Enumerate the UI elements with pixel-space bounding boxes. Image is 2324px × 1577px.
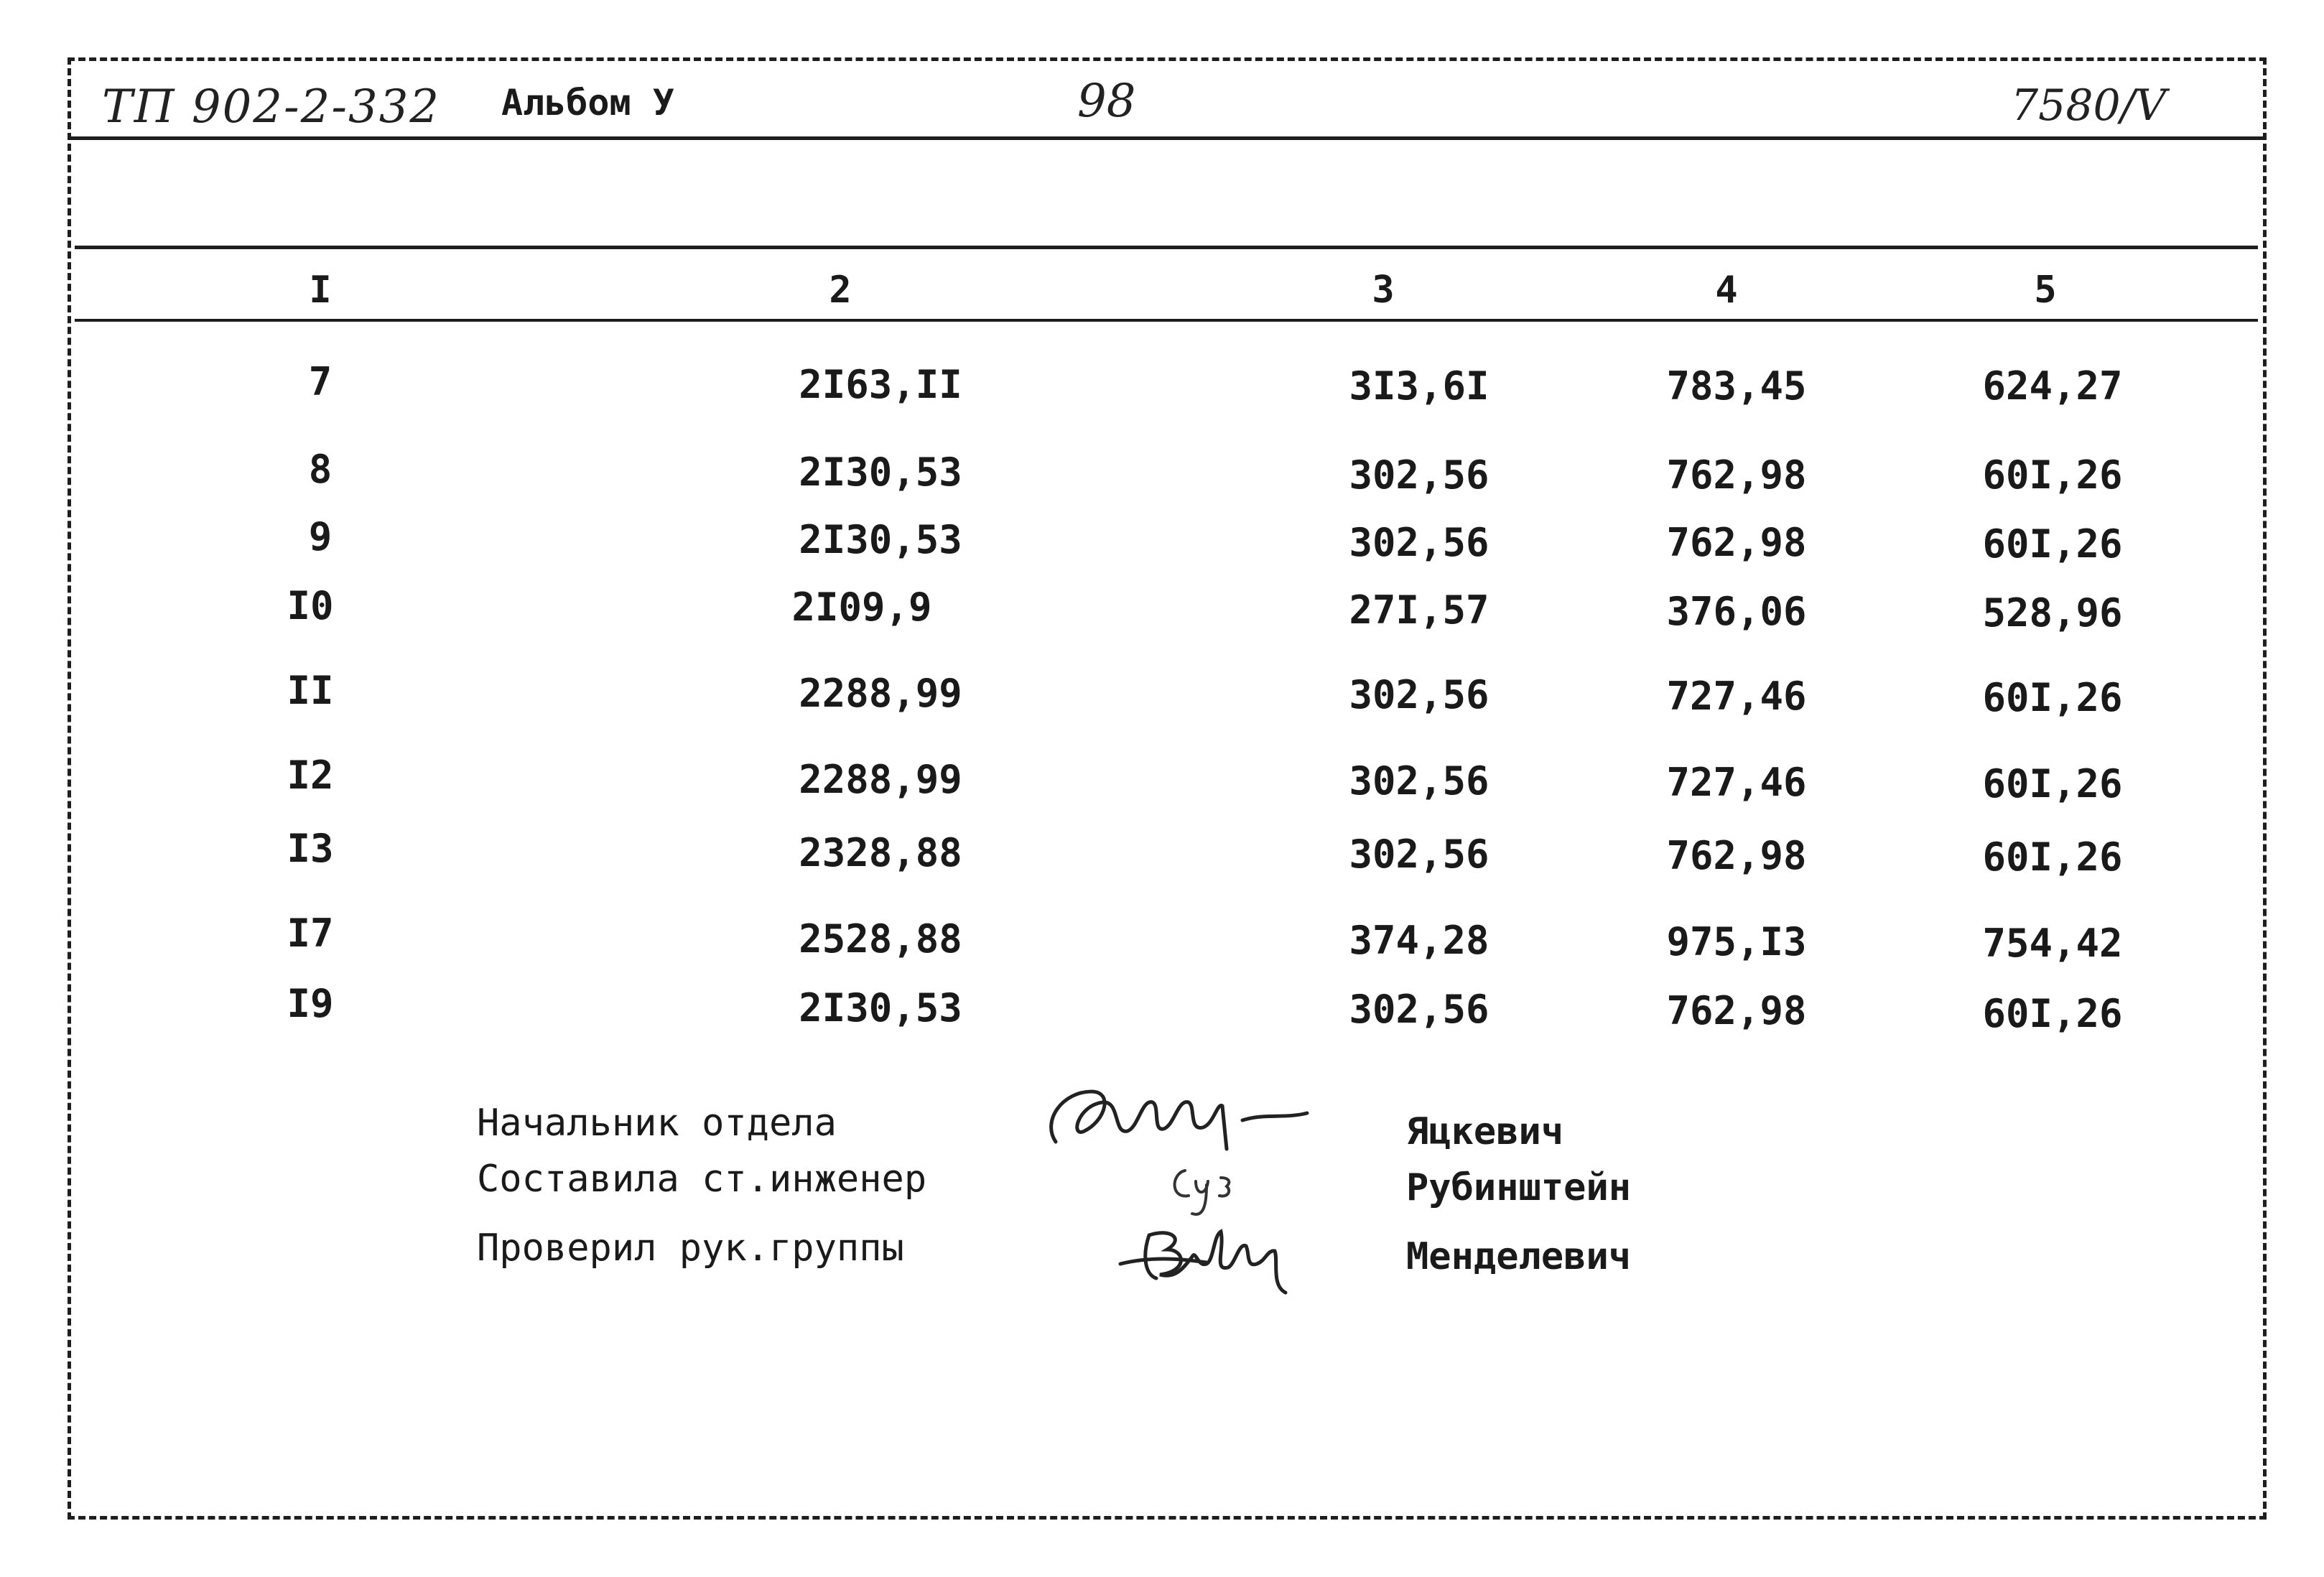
signature-role: Составила ст.инженер — [477, 1158, 927, 1201]
table-cell: 2I30,53 — [799, 985, 962, 1031]
signature-name: Рубинштейн — [1406, 1166, 1632, 1209]
table-cell: 762,98 — [1666, 452, 1807, 498]
table-cell: 60I,26 — [1982, 452, 2123, 498]
signature-name: Яцкевич — [1406, 1110, 1564, 1153]
table-cell: 754,42 — [1982, 921, 2123, 966]
table-cell: 9 — [308, 514, 333, 559]
document-frame — [68, 57, 2267, 1520]
header-divider — [68, 136, 2267, 140]
table-cell: 2I30,53 — [799, 450, 962, 495]
inventory-number: 7580/V — [2011, 80, 2167, 131]
table-top-rule — [75, 246, 2258, 249]
column-header: I — [309, 269, 332, 312]
table-cell: I7 — [287, 911, 334, 956]
column-header: 4 — [1715, 269, 1738, 312]
table-cell: 302,56 — [1349, 758, 1489, 804]
table-cell: 3I3,6I — [1349, 363, 1489, 409]
table-cell: 60I,26 — [1982, 991, 2123, 1036]
table-cell: 727,46 — [1666, 674, 1807, 719]
table-cell: 302,56 — [1349, 987, 1489, 1032]
table-cell: 528,96 — [1982, 590, 2123, 636]
table-cell: 60I,26 — [1982, 521, 2123, 567]
table-cell: 302,56 — [1349, 520, 1489, 565]
table-cell: 783,45 — [1666, 363, 1807, 409]
table-cell: 374,28 — [1349, 918, 1489, 963]
table-cell: 624,27 — [1982, 363, 2123, 409]
table-cell: 60I,26 — [1982, 834, 2123, 880]
table-cell: I0 — [287, 583, 334, 628]
table-cell: 302,56 — [1349, 832, 1489, 877]
signature-name: Менделевич — [1406, 1235, 1632, 1278]
table-cell: 2I30,53 — [799, 517, 962, 562]
table-cell: 2288,99 — [799, 671, 962, 716]
document-code: ТП 902-2-332 — [102, 80, 441, 134]
table-cell: II — [287, 668, 334, 713]
table-header-rule — [75, 319, 2258, 322]
signature-reviewer — [1106, 1206, 1336, 1300]
album-label: Альбом У — [501, 82, 674, 124]
signature-role: Начальник отдела — [477, 1102, 837, 1145]
table-cell: 762,98 — [1666, 988, 1807, 1033]
table-cell: 762,98 — [1666, 520, 1807, 565]
table-cell: I2 — [287, 753, 334, 798]
table-cell: 762,98 — [1666, 833, 1807, 878]
column-header: 5 — [2034, 269, 2057, 312]
column-header: 3 — [1372, 269, 1395, 312]
table-cell: 2I09,9 — [791, 585, 932, 630]
page-number: 98 — [1077, 75, 1136, 128]
table-cell: I9 — [287, 981, 334, 1026]
table-cell: 8 — [308, 447, 333, 492]
table-cell: 2288,99 — [799, 757, 962, 802]
table-cell: I3 — [287, 826, 334, 871]
table-cell: 60I,26 — [1982, 675, 2123, 720]
table-cell: 2I63,II — [799, 362, 962, 407]
table-cell: 2528,88 — [799, 916, 962, 962]
table-cell: 302,56 — [1349, 452, 1489, 498]
table-cell: 60I,26 — [1982, 761, 2123, 806]
signature-head-of-department — [1034, 1063, 1336, 1171]
table-cell: 302,56 — [1349, 672, 1489, 717]
table-cell: 2328,88 — [799, 830, 962, 875]
table-cell: 27I,57 — [1349, 587, 1489, 633]
table-cell: 727,46 — [1666, 760, 1807, 805]
signature-role: Проверил рук.группы — [477, 1227, 904, 1270]
table-cell: 376,06 — [1666, 589, 1807, 634]
table-cell: 975,I3 — [1666, 919, 1807, 964]
column-header: 2 — [829, 269, 852, 312]
table-cell: 7 — [308, 359, 333, 404]
